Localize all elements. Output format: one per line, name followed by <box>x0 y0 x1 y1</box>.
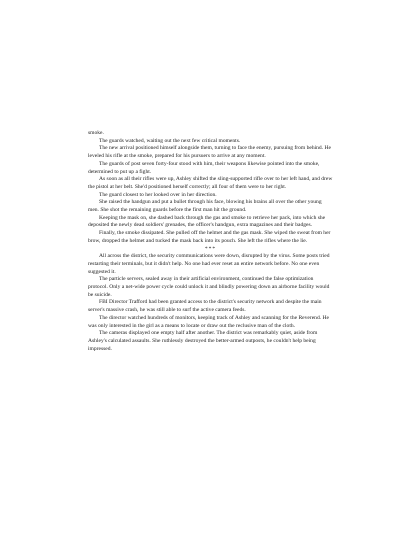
paragraph: FBI Director Trafford had been granted access to the district's security network and despite the main server's massive crash, he was still able to surf the active camera feeds. <box>88 299 322 314</box>
paragraph: The guard closest to her looked over in her direction. <box>99 191 217 198</box>
paragraph: As soon as all their rifles were up, Ashley shifted the sling-supported rifle over to her left hand, and drew the pistol at her belt. She'd positioned herself correctly; all four of them were to her right. <box>88 176 333 190</box>
paragraph: All across the district, the security communications were down, disrupted by the virus. Some posts tried restarting their terminals, but it didn't help. No one had ever reset an entire network before. No one even suggested it. <box>88 253 330 275</box>
body-text <box>88 130 333 353</box>
paragraph: smoke. <box>88 130 104 136</box>
paragraph: She raised the handgun and put a bullet through his face, blowing his brains all over the other young men. She shot the remaining guards before the first man hit the ground. <box>88 199 322 214</box>
paragraph: Keeping the mask on, she dashed back through the gas and smoke to retrieve her pack, into which she deposited the newly dead soldiers' grenades, the officer's handgun, extra magazines and their badges. <box>88 214 326 229</box>
paragraph: The guards of post seven forty-four stood with him, their weapons likewise pointed into the smoke, determined to put up a fight. <box>88 160 320 175</box>
paragraph: Finally, the smoke dissipated. She pulled off the helmet and the gas mask. She wiped the sweat from her brow, dropped the helmet and tucked the mask back into its pouch. She left the rifles where the lie. <box>88 230 331 244</box>
paragraph: The particle servers, sealed away in their artificial environment, continued the false optimization protocol. Only a net-wide power cycle could unlock it and blindly powering down an airborne facility would be suicide. <box>88 276 330 298</box>
paragraph: The guards watched, waiting out the next few critical moments. <box>99 137 241 144</box>
section-separator: *** <box>204 245 217 252</box>
paragraph: The director watched hundreds of monitors, keeping track of Ashley and scanning for the Reverend. He was only interested in the girl as a means to locate or draw out the reclusive man of the cloth. <box>88 314 329 329</box>
paragraph: The cameras displayed one empty half after another. The district was remarkably quiet, aside from Ashley's calculated assaults. She ruthlessly destroyed the better-armed outposts, he couldn't help being impressed. <box>88 330 318 352</box>
paragraph: The new arrival positioned himself alongside them, turning to face the enemy, pursuing from behind. He leveled his rifle at the smoke, prepared for his pursuers to arrive at any moment. <box>88 145 331 160</box>
